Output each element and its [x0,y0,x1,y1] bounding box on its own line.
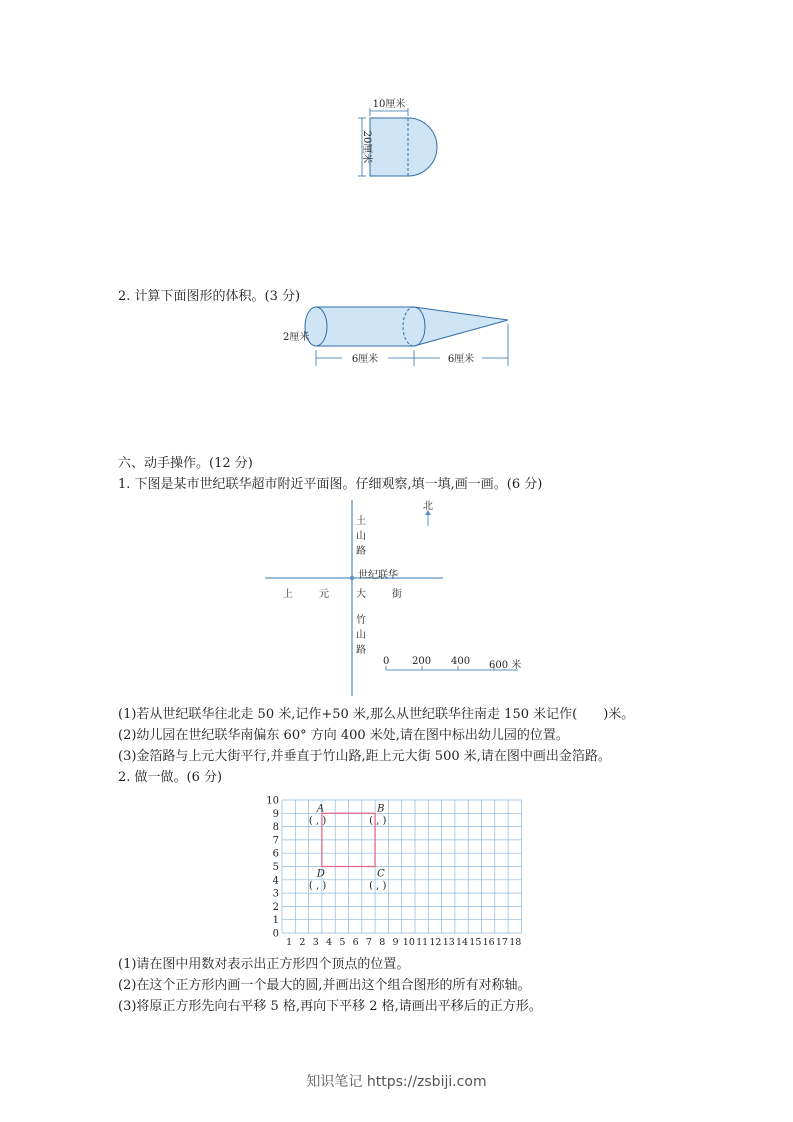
scale-200: 200 [412,656,432,667]
q6-1-sub3: (3)金箔路与上元大街平行,并垂直于竹山路,距上元大街 500 米,请在图中画出金箔路。 [118,749,611,764]
x-tick-label: 14 [456,937,469,948]
x-tick-label: 16 [482,937,495,948]
q6-2-sub3: (3)将原正方形先向右平移 5 格,再向下平移 2 格,请画出平移后的正方形。 [118,999,542,1014]
road-top-label: 土 山 路 [356,516,366,557]
section-title: 六、动手操作。(12 分) [118,456,253,471]
q6-1-sub2: (2)幼儿园在世纪联华南偏东 60° 方向 400 米处,请在图中标出幼儿园的位置。 [118,728,569,743]
x-tick-label: 13 [442,937,455,948]
figure-rect-semicircle [340,92,450,184]
y-tick-label: 3 [272,888,279,900]
q6-2-title: 2. 做一做。(6 分) [118,770,223,785]
x-tick-label: 17 [495,937,508,948]
top-length-label: 10厘米 [372,99,406,110]
x-tick-label: 9 [392,937,399,948]
x-tick-label: 11 [416,937,429,948]
footer-watermark: 知识笔记 https://zsbiji.com [306,1074,487,1090]
figure-cylinder-cone [280,300,520,372]
center-label: 世纪联华 [358,570,398,581]
vertex-label: A [316,803,325,815]
y-tick-label: 8 [272,822,279,834]
vertex-label: D [316,868,325,880]
x-tick-label: 10 [402,937,415,948]
q6-1-title: 1. 下图是某市世纪联华超市附近平面图。仔细观察,填一填,画一画。(6 分) [118,477,543,492]
coord-blank: ( , ) [369,880,387,892]
x-tick-label: 12 [429,937,442,948]
x-tick-label: 2 [299,937,306,948]
street-char-2: 元 [319,589,329,600]
x-tick-label: 5 [339,937,346,948]
street-char-1: 上 [283,589,293,600]
scale-400: 400 [451,656,471,667]
cylinder-length-label: 6厘米 [351,354,379,365]
y-tick-label: 5 [272,862,279,873]
vertex-label: B [377,803,385,815]
q6-2-sub1: (1)请在图中用数对表示出正方形四个顶点的位置。 [118,957,410,972]
x-tick-label: 18 [509,937,522,948]
y-tick-label: 7 [272,835,279,847]
street-char-3: 大 [356,589,366,600]
q6-1-sub1: (1)若从世纪联华往北走 50 米,记作+50 米,那么从世纪联华往南走 150 米记作( )米。 [118,707,635,722]
cone-length-label: 6厘米 [447,354,475,365]
side-length-label: 20厘米 [361,130,372,164]
y-tick-label: 6 [272,848,279,860]
x-tick-label: 8 [379,937,386,948]
vertex-label: C [377,868,385,880]
q2-title: 2. 计算下面图形的体积。(3 分) [118,289,301,304]
coordinate-grid [262,790,532,950]
x-tick-label: 4 [326,937,333,948]
coord-blank: ( , ) [308,880,327,892]
x-tick-label: 7 [365,937,372,948]
y-tick-label: 2 [272,901,279,913]
y-tick-label: 0 [272,928,279,940]
coord-blank: ( , ) [369,815,387,827]
street-char-4: 街 [392,589,402,600]
q6-2-sub2: (2)在这个正方形内画一个最大的圆,并画出这个组合图形的所有对称轴。 [118,978,531,993]
y-tick-label: 10 [266,795,279,807]
y-tick-label: 9 [272,808,279,820]
x-tick-label: 3 [312,937,319,948]
north-label: 北 [423,501,433,512]
x-tick-label: 15 [469,937,482,948]
x-tick-label: 1 [286,937,293,948]
road-bottom-label: 竹 山 路 [356,615,366,656]
scale-0: 0 [383,656,390,667]
coord-blank: ( , ) [308,815,327,827]
y-tick-label: 1 [272,915,279,927]
y-tick-label: 4 [272,875,279,887]
x-tick-label: 6 [352,937,359,948]
height-label: 2厘米 [283,332,310,343]
scale-600: 600 米 [489,660,522,671]
